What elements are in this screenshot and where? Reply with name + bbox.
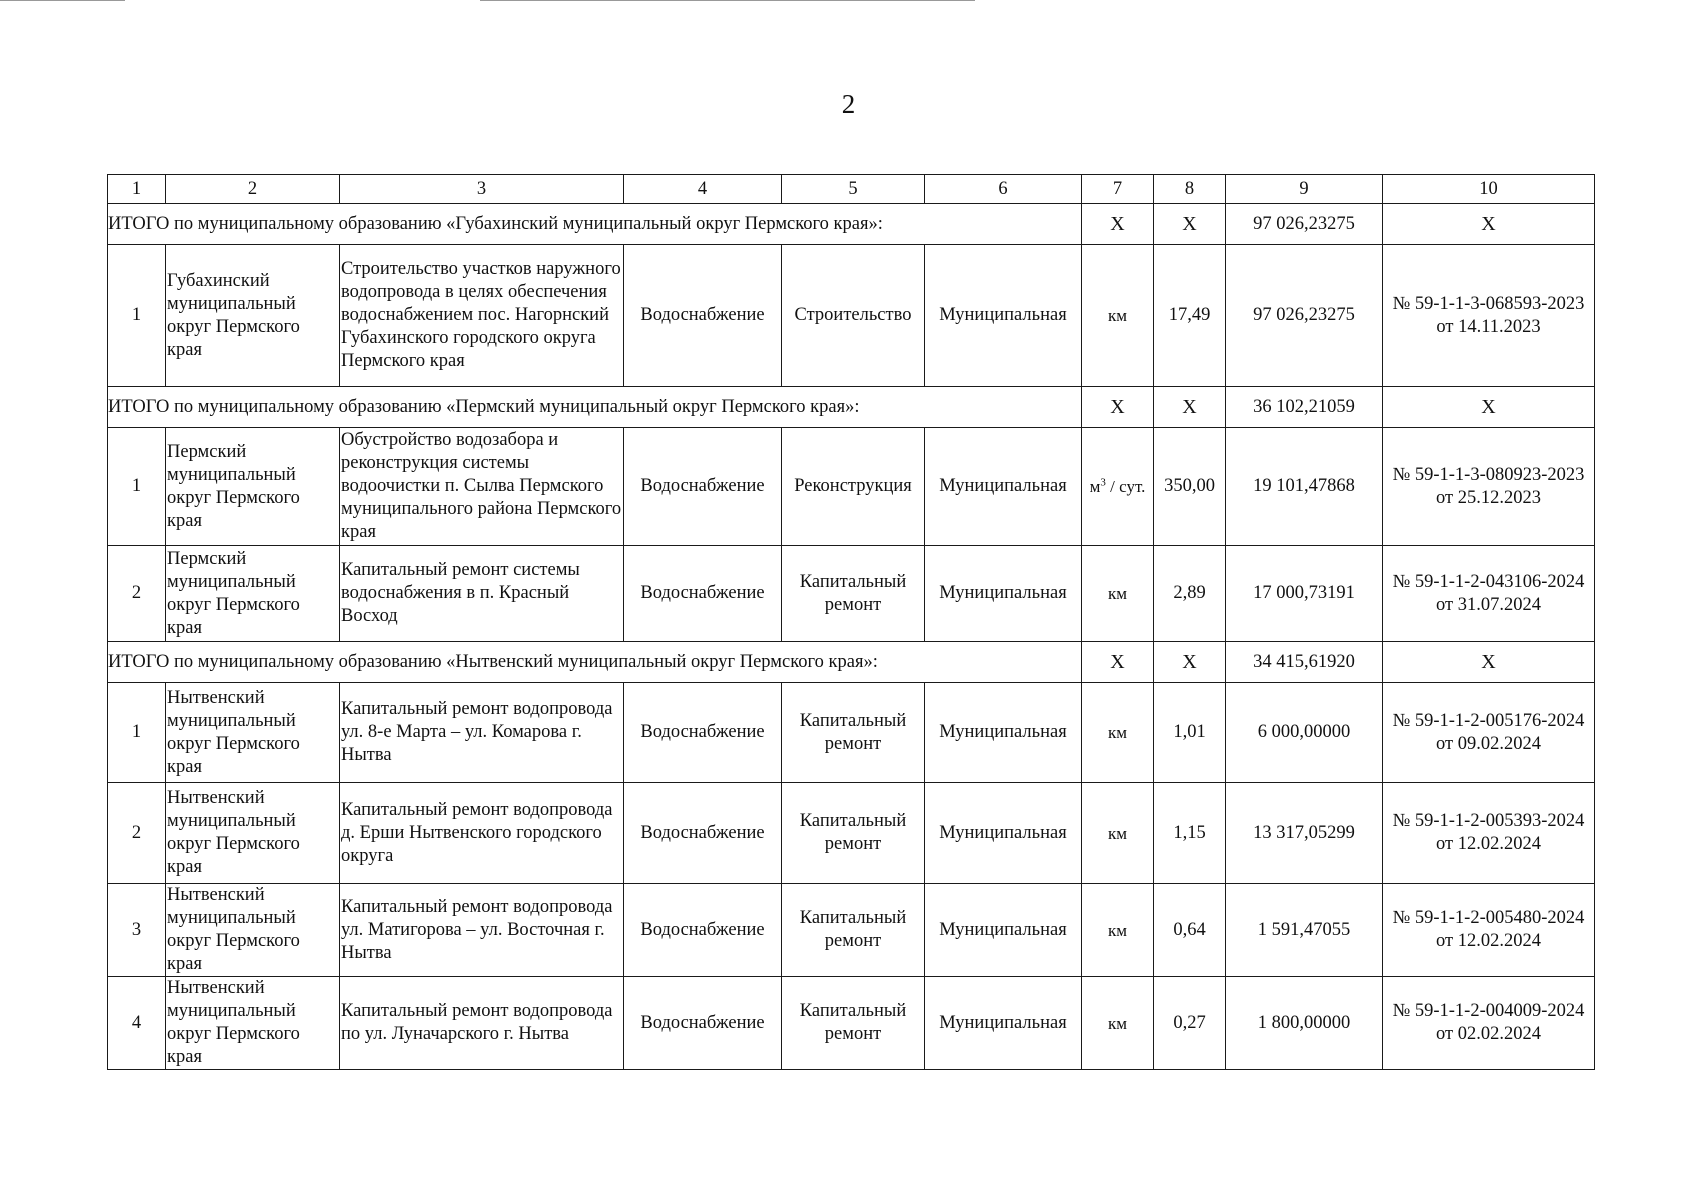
cost-cell: 1 591,47055	[1226, 884, 1383, 977]
object-cell: Строительство участков наружного водопровода в целях обеспечения водоснабжением пос. Нагорнский Губахинского городского округа Пермского края	[340, 245, 624, 387]
ownership-cell: Муниципальная	[925, 245, 1082, 387]
expertise-date: от 09.02.2024	[1436, 733, 1541, 754]
total-label: ИТОГО по муниципальному образованию «Пермский муниципальный округ Пермского края»:	[108, 387, 1082, 428]
total-label: ИТОГО по муниципальному образованию «Нытвенский муниципальный округ Пермского края»:	[108, 642, 1082, 683]
expertise-date: от 25.12.2023	[1436, 487, 1541, 508]
work-type-cell: Капитальный ремонт	[782, 546, 925, 642]
row-number: 1	[108, 683, 166, 783]
capacity-cell: 17,49	[1154, 245, 1226, 387]
unit-cell: км	[1082, 783, 1154, 884]
expertise-cell	[1383, 683, 1595, 783]
expertise-date: от 12.02.2024	[1436, 931, 1541, 951]
total-sum: 36 102,21059	[1226, 387, 1383, 428]
municipality-cell: Нытвенский муниципальный округ Пермского края	[166, 783, 340, 884]
cost-cell: 97 026,23275	[1226, 245, 1383, 387]
object-cell: Капитальный ремонт водопровода по ул. Луначарского г. Нытва	[340, 977, 624, 1070]
expertise-number: № 59-1-1-2-005393-2024	[1392, 811, 1585, 831]
total-unit-x: X	[1082, 642, 1154, 683]
cost-cell: 1 800,00000	[1226, 977, 1383, 1070]
total-unit-x: X	[1082, 204, 1154, 245]
expertise-number: № 59-1-1-2-005480-2024	[1392, 908, 1585, 928]
total-capacity-x: X	[1154, 642, 1226, 683]
expertise-number: № 59-1-1-2-005176-2024	[1392, 710, 1585, 731]
table-row	[108, 546, 1595, 642]
column-number: 6	[925, 175, 1082, 204]
expertise-number: № 59-1-1-3-068593-2023	[1392, 293, 1585, 314]
table-row	[108, 977, 1595, 1070]
table-row	[108, 245, 1595, 387]
object-cell: Капитальный ремонт системы водоснабжения в п. Красный Восход	[340, 546, 624, 642]
capacity-cell: 0,27	[1154, 977, 1226, 1070]
column-number: 3	[340, 175, 624, 204]
column-number: 5	[782, 175, 925, 204]
expertise-date: от 31.07.2024	[1436, 594, 1541, 615]
object-cell: Капитальный ремонт водопровода д. Ерши Нытвенского городского округа	[340, 783, 624, 884]
table-row	[108, 683, 1595, 783]
unit-exponent: 3	[1100, 476, 1106, 489]
sphere-cell: Водоснабжение	[624, 783, 782, 884]
unit-cell: км	[1082, 683, 1154, 783]
table-row	[108, 783, 1595, 884]
total-row	[108, 204, 1595, 245]
row-number: 1	[108, 245, 166, 387]
unit-cell: км	[1082, 977, 1154, 1070]
page-number: 2	[841, 89, 856, 119]
ownership-cell: Муниципальная	[925, 683, 1082, 783]
expertise-cell	[1383, 245, 1595, 387]
column-number: 8	[1154, 175, 1226, 204]
municipality-cell: Пермский муниципальный округ Пермского края	[166, 428, 340, 546]
unit-suffix: / сут.	[1105, 477, 1146, 496]
table-row	[108, 428, 1595, 546]
capacity-cell: 350,00	[1154, 428, 1226, 546]
expertise-cell	[1383, 977, 1595, 1070]
column-number: 1	[108, 175, 166, 204]
expertise-number: № 59-1-1-3-080923-2023	[1392, 464, 1585, 485]
sphere-cell: Водоснабжение	[624, 884, 782, 977]
work-type-cell: Капитальный ремонт	[782, 783, 925, 884]
total-sum: 97 026,23275	[1226, 204, 1383, 245]
expertise-cell	[1383, 783, 1595, 884]
column-number: 2	[166, 175, 340, 204]
expertise-date: от 12.02.2024	[1436, 834, 1541, 854]
unit-cell	[1082, 428, 1154, 546]
expertise-cell	[1383, 546, 1595, 642]
work-type-cell: Реконструкция	[782, 428, 925, 546]
expertise-number: № 59-1-1-2-043106-2024	[1392, 571, 1585, 592]
object-cell: Обустройство водозабора и реконструкция системы водоочистки п. Сылва Пермского муниципального района Пермского края	[340, 428, 624, 546]
column-number: 9	[1226, 175, 1383, 204]
column-number: 4	[624, 175, 782, 204]
ownership-cell: Муниципальная	[925, 546, 1082, 642]
unit-cell: км	[1082, 245, 1154, 387]
total-row	[108, 642, 1595, 683]
capacity-cell: 1,15	[1154, 783, 1226, 884]
scan-edge-line	[0, 0, 125, 1]
unit-cell: км	[1082, 546, 1154, 642]
sphere-cell: Водоснабжение	[624, 428, 782, 546]
scan-edge-line	[480, 0, 975, 1]
total-capacity-x: X	[1154, 204, 1226, 245]
sphere-cell: Водоснабжение	[624, 245, 782, 387]
total-expertise-x: X	[1383, 387, 1595, 428]
cost-cell: 6 000,00000	[1226, 683, 1383, 783]
row-number: 1	[108, 428, 166, 546]
row-number: 3	[108, 884, 166, 977]
ownership-cell: Муниципальная	[925, 977, 1082, 1070]
ownership-cell: Муниципальная	[925, 783, 1082, 884]
column-number: 7	[1082, 175, 1154, 204]
unit-base: м	[1089, 477, 1101, 496]
total-label: ИТОГО по муниципальному образованию «Губахинский муниципальный округ Пермского края»:	[108, 204, 1082, 245]
expertise-cell	[1383, 428, 1595, 546]
sphere-cell: Водоснабжение	[624, 683, 782, 783]
total-capacity-x: X	[1154, 387, 1226, 428]
cost-cell: 17 000,73191	[1226, 546, 1383, 642]
municipality-cell: Пермский муниципальный округ Пермского края	[166, 546, 340, 642]
ownership-cell: Муниципальная	[925, 884, 1082, 977]
sphere-cell: Водоснабжение	[624, 546, 782, 642]
object-cell: Капитальный ремонт водопровода ул. Матигорова – ул. Восточная г. Нытва	[340, 884, 624, 977]
work-type-cell: Капитальный ремонт	[782, 884, 925, 977]
municipality-cell: Нытвенский муниципальный округ Пермского края	[166, 884, 340, 977]
cost-cell: 13 317,05299	[1226, 783, 1383, 884]
object-cell: Капитальный ремонт водопровода ул. 8-е Марта – ул. Комарова г. Нытва	[340, 683, 624, 783]
expertise-date: от 14.11.2023	[1436, 316, 1541, 337]
capacity-cell: 1,01	[1154, 683, 1226, 783]
total-expertise-x: X	[1383, 642, 1595, 683]
expertise-date: от 02.02.2024	[1436, 1024, 1541, 1044]
total-expertise-x: X	[1383, 204, 1595, 245]
work-type-cell: Капитальный ремонт	[782, 977, 925, 1070]
total-row	[108, 387, 1595, 428]
municipality-cell: Нытвенский муниципальный округ Пермского края	[166, 683, 340, 783]
expertise-number: № 59-1-1-2-004009-2024	[1392, 1001, 1585, 1021]
column-numbers-row	[108, 175, 1595, 204]
row-number: 2	[108, 783, 166, 884]
table-row	[108, 884, 1595, 977]
total-sum: 34 415,61920	[1226, 642, 1383, 683]
work-type-cell: Строительство	[782, 245, 925, 387]
capacity-cell: 2,89	[1154, 546, 1226, 642]
row-number: 2	[108, 546, 166, 642]
total-unit-x: X	[1082, 387, 1154, 428]
municipality-cell: Нытвенский муниципальный округ Пермского края	[166, 977, 340, 1070]
unit-cell: км	[1082, 884, 1154, 977]
ownership-cell: Муниципальная	[925, 428, 1082, 546]
cost-cell: 19 101,47868	[1226, 428, 1383, 546]
registry-table	[107, 174, 1595, 1070]
sphere-cell: Водоснабжение	[624, 977, 782, 1070]
work-type-cell: Капитальный ремонт	[782, 683, 925, 783]
capacity-cell: 0,64	[1154, 884, 1226, 977]
municipality-cell: Губахинский муниципальный округ Пермского края	[166, 245, 340, 387]
column-number: 10	[1383, 175, 1595, 204]
expertise-cell	[1383, 884, 1595, 977]
row-number: 4	[108, 977, 166, 1070]
